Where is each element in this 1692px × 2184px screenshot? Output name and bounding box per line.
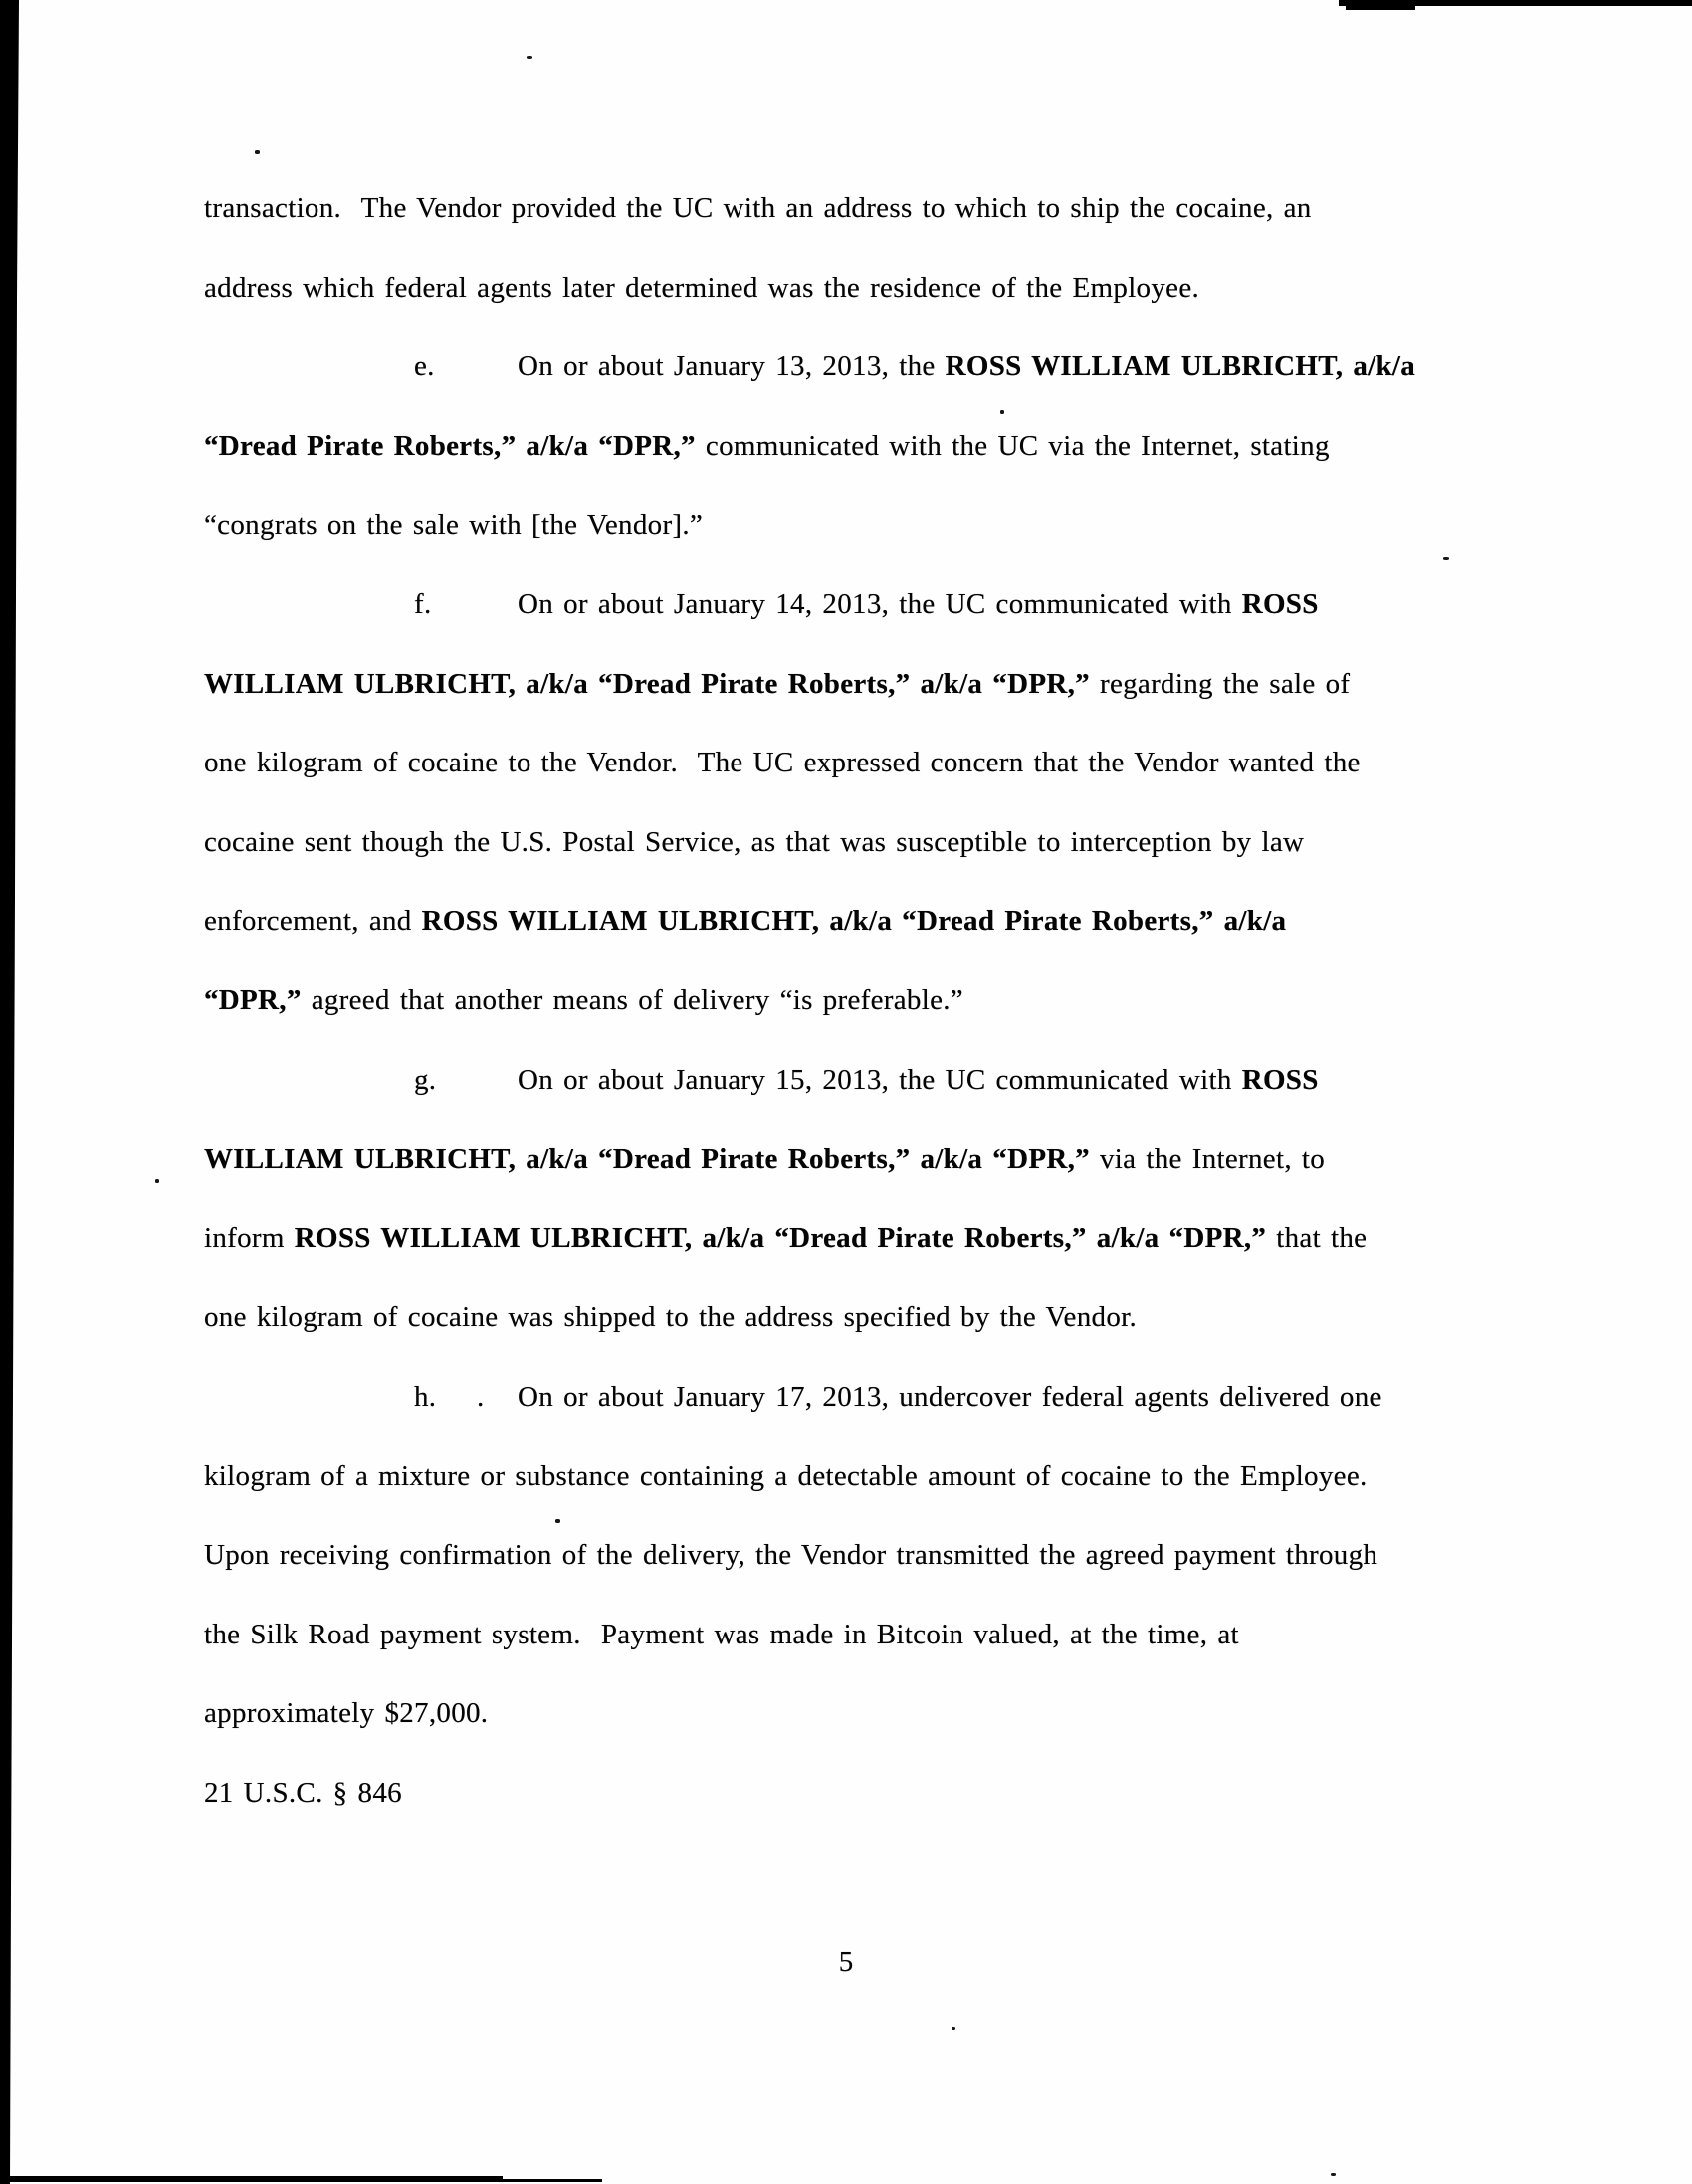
text-segment-bold: ROSS [1241,1064,1319,1096]
scan-speck [255,150,260,154]
document-line [204,744,1361,781]
text-segment: 21 U.S.C. § 846 [204,1777,402,1809]
document-line [204,982,963,1019]
document-line [0,1061,1692,1099]
paragraph-letter-g: g. [414,1064,437,1096]
text-segment: On or about January 13, 2013, the [518,350,946,382]
text-segment-bold: WILLIAM ULBRICHT, a/k/a “Dread Pirate Roberts,” a/k/a “DPR,” [204,668,1090,700]
text-segment: transaction. The Vendor provided the UC with an address to which to ship the cocaine, an [204,192,1312,224]
scan-speck [1000,410,1004,414]
scan-artifact-bottom-edge [0,2176,503,2182]
page-number: 5 [838,1946,854,1978]
paragraph-letter-e: e. [414,350,435,382]
text-segment: communicated with the UC via the Internet, stating [695,430,1330,462]
text-segment: address which federal agents later determined was the residence of the Employee. [204,272,1200,304]
paragraph-letter-f: f. [414,588,432,620]
text-segment-bold: WILLIAM ULBRICHT, a/k/a “Dread Pirate Roberts,” a/k/a “DPR,” [204,1143,1090,1175]
document-line [204,427,1330,465]
scan-speck [1331,2173,1336,2176]
scan-speck [155,1179,159,1183]
document-line [204,1298,1137,1336]
text-segment: enforcement, and [204,905,422,937]
scan-speck [527,56,532,59]
scan-artifact-top-edge-thick [1346,0,1415,10]
scan-artifact-bottom-edge-thin [503,2179,602,2182]
text-segment-bold: ROSS [1241,588,1319,620]
document-line [204,1140,1325,1178]
text-segment: the Silk Road payment system. Payment was made in Bitcoin valued, at the time, at [204,1619,1239,1650]
text-segment: that the [1266,1222,1368,1254]
text-segment-bold: ROSS WILLIAM ULBRICHT, a/k/a “Dread Pirate Roberts,” a/k/a [421,905,1287,937]
text-segment: cocaine sent though the U.S. Postal Service, as that was susceptible to interception by law [204,826,1305,858]
text-segment: On or about January 15, 2013, the UC communicated with [518,1064,1242,1096]
document-line [204,269,1199,307]
text-segment: On or about January 14, 2013, the UC communicated with [518,588,1242,620]
text-segment-bold: “DPR,” [204,984,302,1016]
text-segment-bold: “Dread Pirate Roberts,” a/k/a “DPR,” [204,430,696,462]
document-line [204,1536,1377,1574]
text-segment: Upon receiving confirmation of the delivery, the Vendor transmitted the agreed payment through [204,1539,1378,1571]
text-segment: On or about January 17, 2013, undercover federal agents delivered one [518,1381,1382,1413]
text-segment: approximately $27,000. [204,1697,489,1729]
document-line [204,506,703,544]
text-segment: one kilogram of cocaine to the Vendor. The UC expressed concern that the Vendor wanted the [204,747,1361,778]
text-segment: kilogram of a mixture or substance containing a detectable amount of cocaine to the Employee. [204,1460,1368,1492]
scan-speck [952,2027,955,2030]
text-segment: agreed that another means of delivery “is preferable.” [301,984,963,1016]
document-line [0,347,1692,385]
scan-speck [555,1519,560,1523]
text-segment: inform [204,1222,295,1254]
document-line [0,585,1692,623]
paragraph-letter-h: h. [414,1381,437,1413]
document-line [204,665,1350,703]
scan-speck [1443,557,1449,560]
document-line [204,823,1304,861]
statute-citation [204,1774,402,1812]
text-segment-bold: ROSS WILLIAM ULBRICHT, a/k/a [945,350,1416,382]
document-line [204,1219,1367,1257]
document-line [0,1378,1692,1416]
text-segment: “congrats on the sale with [the Vendor].” [204,509,704,541]
document-line [204,189,1312,227]
document-line [204,1616,1239,1653]
text-segment: via the Internet, to [1089,1143,1326,1175]
text-segment: one kilogram of cocaine was shipped to the address specified by the Vendor. [204,1301,1138,1333]
stray-period-mark: . [477,1381,485,1413]
document-line [204,1694,488,1732]
text-segment-bold: ROSS WILLIAM ULBRICHT, a/k/a “Dread Pirate Roberts,” a/k/a “DPR,” [294,1222,1267,1254]
document-line [204,1457,1368,1495]
text-segment: regarding the sale of [1089,668,1351,700]
document-line [204,902,1286,940]
